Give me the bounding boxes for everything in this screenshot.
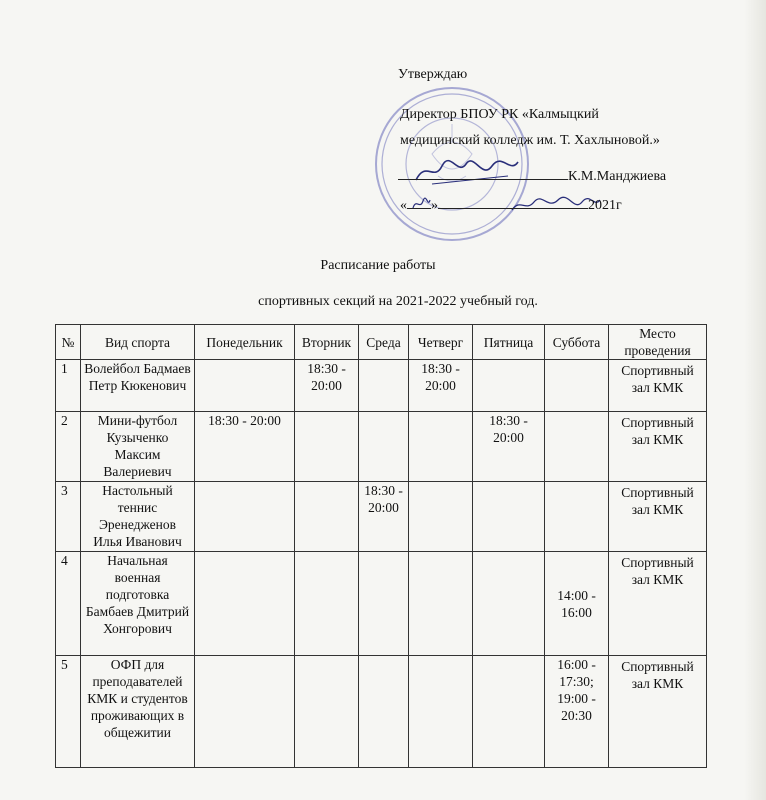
monday-cell [195,482,295,552]
sport-cell: Начальная военная подготовка Бамбаев Дмитрий Хонгорович [81,552,195,656]
tuesday-cell [295,482,359,552]
wednesday-cell [359,360,409,412]
col-header-friday: Пятница [473,325,545,360]
row-number: 3 [56,482,81,552]
col-header-tuesday: Вторник [295,325,359,360]
place-cell: Спортивный зал КМК [609,412,707,482]
place-cell: Спортивный зал КМК [609,360,707,412]
signatory-name: К.М.Манджиева [568,169,667,184]
monday-cell [195,360,295,412]
col-header-number: № [56,325,81,360]
thursday-cell: 18:30 - 20:00 [409,360,473,412]
place-cell: Спортивный зал КМК [609,656,707,768]
monday-cell: 18:30 - 20:00 [195,412,295,482]
table-row [56,482,707,552]
friday-cell: 18:30 - 20:00 [473,412,545,482]
row-number: 4 [56,552,81,656]
row-number: 5 [56,656,81,768]
sport-cell: Волейбол Бадмаев Петр Кюкенович [81,360,195,412]
place-cell: Спортивный зал КМК [609,482,707,552]
saturday-cell: 16:00 - 17:30; 19:00 - 20:30 [545,656,609,768]
col-header-monday: Понедельник [195,325,295,360]
signature-underline [398,166,568,180]
col-header-thursday: Четверг [409,325,473,360]
saturday-cell [545,482,609,552]
date-year: 2021г [588,198,622,213]
monday-cell [195,656,295,768]
date-quote-open: « [400,198,407,213]
wednesday-cell [359,412,409,482]
tuesday-cell [295,412,359,482]
date-month-underline [438,196,588,209]
thursday-cell [409,482,473,552]
date-quote-close: » [431,198,438,213]
tuesday-cell [295,552,359,656]
col-header-wednesday: Среда [359,325,409,360]
table-row [56,360,707,412]
date-line [400,196,622,215]
col-header-saturday: Суббота [545,325,609,360]
table-row [56,656,707,768]
friday-cell [473,482,545,552]
friday-cell [473,360,545,412]
col-header-sport: Вид спорта [81,325,195,360]
schedule-table [55,324,707,768]
document-title: Расписание работы [320,258,436,273]
tuesday-cell [295,656,359,768]
page-edge-shadow [744,0,766,800]
thursday-cell [409,656,473,768]
wednesday-cell [359,656,409,768]
sport-cell: Мини-футбол Кузыченко Максим Валериевич [81,412,195,482]
college-line: медицинский колледж им. Т. Хахлыновой.» [400,133,660,148]
document-subtitle: спортивных секций на 2021-2022 учебный год. [258,294,538,309]
col-header-place: Место проведения [609,325,707,360]
table-header-row [56,325,707,360]
wednesday-cell [359,552,409,656]
signature-line [398,166,666,186]
sport-cell: Настольный теннис Эренедженов Илья Иванович [81,482,195,552]
row-number: 2 [56,412,81,482]
saturday-cell [545,412,609,482]
sport-cell: ОФП для преподавателей КМК и студентов проживающих в общежитии [81,656,195,768]
friday-cell [473,656,545,768]
thursday-cell [409,552,473,656]
monday-cell [195,552,295,656]
thursday-cell [409,412,473,482]
friday-cell [473,552,545,656]
table-row [56,552,707,656]
wednesday-cell: 18:30 - 20:00 [359,482,409,552]
approve-label: Утверждаю [398,67,468,82]
date-day-underline [407,196,431,209]
saturday-cell [545,360,609,412]
director-line: Директор БПОУ РК «Калмыцкий [400,107,599,122]
tuesday-cell: 18:30 - 20:00 [295,360,359,412]
row-number: 1 [56,360,81,412]
table-row [56,412,707,482]
saturday-cell: 14:00 - 16:00 [545,552,609,656]
place-cell: Спортивный зал КМК [609,552,707,656]
